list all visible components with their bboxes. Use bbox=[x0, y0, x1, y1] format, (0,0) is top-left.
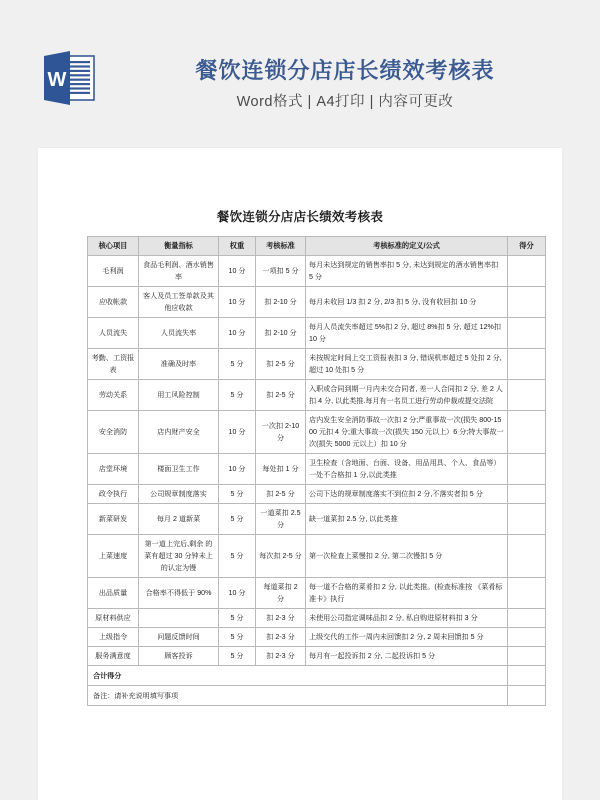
row-standard: 一次扣 2-10 分 bbox=[256, 411, 306, 454]
row-definition: 缺一道菜扣 2.5 分, 以此类推 bbox=[306, 504, 508, 535]
document-title: 餐饮连锁分店店长绩效考核表 bbox=[216, 210, 384, 224]
row-score[interactable] bbox=[508, 380, 546, 411]
column-header-score: 得分 bbox=[508, 237, 546, 256]
row-weight: 5 分 bbox=[219, 349, 256, 380]
row-score[interactable] bbox=[508, 609, 546, 628]
row-item: 政令执行 bbox=[88, 485, 139, 504]
row-weight: 10 分 bbox=[219, 256, 256, 287]
row-definition: 第一次检查上菜慢扣 2 分, 第二次慢扣 5 分 bbox=[306, 535, 508, 578]
row-weight: 10 分 bbox=[219, 287, 256, 318]
column-header-metric: 衡量指标 bbox=[139, 237, 219, 256]
banner-subtitle: Word格式 | A4打印 | 内容可更改 bbox=[236, 94, 454, 110]
row-metric: 问题反馈时间 bbox=[139, 628, 219, 647]
row-standard: 每次扣 2-5 分 bbox=[256, 535, 306, 578]
row-item: 劳动关系 bbox=[88, 380, 139, 411]
row-definition: 每月有一起投诉扣 2 分, 二起投诉扣 5 分 bbox=[306, 647, 508, 666]
row-metric: 第一道上完后,剩余 的菜有超过 30 分钟未上的认定为慢 bbox=[139, 535, 219, 578]
row-definition: 每月人员流失率超过 5%扣 2 分, 超过 8%扣 5 分, 超过 12%扣 10 分 bbox=[306, 318, 508, 349]
row-weight: 10 分 bbox=[219, 578, 256, 609]
table-row bbox=[88, 535, 546, 578]
row-weight: 5 分 bbox=[219, 535, 256, 578]
row-score[interactable] bbox=[508, 454, 546, 485]
row-score[interactable] bbox=[508, 535, 546, 578]
table-row bbox=[88, 318, 546, 349]
row-item: 上菜速度 bbox=[88, 535, 139, 578]
row-metric: 人员流失率 bbox=[139, 318, 219, 349]
row-score[interactable] bbox=[508, 411, 546, 454]
row-weight: 10 分 bbox=[219, 454, 256, 485]
total-score-value[interactable] bbox=[508, 666, 546, 686]
document-page bbox=[38, 148, 562, 800]
row-standard: 一项扣 5 分 bbox=[256, 256, 306, 287]
row-score[interactable] bbox=[508, 318, 546, 349]
row-weight: 5 分 bbox=[219, 647, 256, 666]
row-score[interactable] bbox=[508, 504, 546, 535]
table-row bbox=[88, 628, 546, 647]
row-weight: 5 分 bbox=[219, 380, 256, 411]
table-row bbox=[88, 609, 546, 628]
row-score[interactable] bbox=[508, 578, 546, 609]
table-row bbox=[88, 647, 546, 666]
row-score[interactable] bbox=[508, 647, 546, 666]
table-row bbox=[88, 411, 546, 454]
row-definition: 上级交代的工作一周内未回馈扣 2 分, 2 周未回馈扣 5 分 bbox=[306, 628, 508, 647]
table-row bbox=[88, 485, 546, 504]
row-weight: 10 分 bbox=[219, 318, 256, 349]
row-standard: 扣 2-3 分 bbox=[256, 628, 306, 647]
row-metric: 准确及时率 bbox=[139, 349, 219, 380]
row-item: 安全消防 bbox=[88, 411, 139, 454]
row-item: 原材料供应 bbox=[88, 609, 139, 628]
row-standard: 扣 2-3 分 bbox=[256, 609, 306, 628]
row-weight: 5 分 bbox=[219, 628, 256, 647]
row-item: 应收帐款 bbox=[88, 287, 139, 318]
row-metric: 店内财产安全 bbox=[139, 411, 219, 454]
row-standard: 扣 2-10 分 bbox=[256, 318, 306, 349]
page-banner bbox=[0, 0, 600, 148]
row-weight: 5 分 bbox=[219, 485, 256, 504]
table-row bbox=[88, 256, 546, 287]
row-weight: 5 分 bbox=[219, 504, 256, 535]
row-score[interactable] bbox=[508, 485, 546, 504]
row-item: 考勤、工资报表 bbox=[88, 349, 139, 380]
table-body bbox=[88, 256, 546, 706]
row-standard: 扣 2-3 分 bbox=[256, 647, 306, 666]
row-score[interactable] bbox=[508, 256, 546, 287]
row-metric: 食品毛利润、酒水销售率 bbox=[139, 256, 219, 287]
row-metric: 客人及员工签单款及其他应收款 bbox=[139, 287, 219, 318]
row-definition: 店内发生安全消防事故一次扣 2 分;严重事故一次(损失 800-1500 元扣 4 分;重大事故一次(损失 150 元以上）6 分;特大事故一次(损失 5000 元以上）扣 10 分 bbox=[306, 411, 508, 454]
row-standard: 扣 2-5 分 bbox=[256, 349, 306, 380]
row-metric: 公司规章制度落实 bbox=[139, 485, 219, 504]
note-score-cell[interactable] bbox=[508, 686, 546, 706]
table-row bbox=[88, 578, 546, 609]
table-row bbox=[88, 349, 546, 380]
row-item: 毛利润 bbox=[88, 256, 139, 287]
row-score[interactable] bbox=[508, 287, 546, 318]
total-score-row bbox=[88, 666, 546, 686]
column-header-standard: 考核标准 bbox=[256, 237, 306, 256]
banner-title: 餐饮连锁分店店长绩效考核表 bbox=[195, 58, 495, 83]
row-definition: 卫生检查（含地面、台面、设备、用品用具、个人、食品等）一处不合格扣 1 分,以此类推 bbox=[306, 454, 508, 485]
row-standard: 扣 2-10 分 bbox=[256, 287, 306, 318]
row-definition: 入职或合同到期一月内未交合同者, 差一人合同扣 2 分, 差 2 人扣 4 分, 以此类推.每月有一名员工进行劳动仲裁或提交法院 bbox=[306, 380, 508, 411]
table-row bbox=[88, 454, 546, 485]
row-metric bbox=[139, 609, 219, 628]
row-item: 人员流失 bbox=[88, 318, 139, 349]
row-item: 上级指令 bbox=[88, 628, 139, 647]
word-document-icon bbox=[41, 50, 97, 108]
row-score[interactable] bbox=[508, 349, 546, 380]
row-item: 服务满意度 bbox=[88, 647, 139, 666]
svg-text:W: W bbox=[47, 69, 67, 91]
column-header-item: 核心项目 bbox=[88, 237, 139, 256]
row-standard: 每道菜扣 2 分 bbox=[256, 578, 306, 609]
column-header-weight: 权重 bbox=[219, 237, 256, 256]
column-header-definition: 考核标准的定义/公式 bbox=[306, 237, 508, 256]
table-row bbox=[88, 287, 546, 318]
row-definition: 每一道不合格的菜肴扣 2 分, 以此类推。(检查标准按 《菜肴标准卡》执行 bbox=[306, 578, 508, 609]
total-score-label: 合计得分 bbox=[88, 666, 508, 686]
row-definition: 未使用公司指定调味品扣 2 分, 私自购进原材料扣 3 分 bbox=[306, 609, 508, 628]
table-header-row bbox=[88, 237, 546, 256]
row-item: 店堂环境 bbox=[88, 454, 139, 485]
row-metric: 楼面卫生工作 bbox=[139, 454, 219, 485]
row-weight: 5 分 bbox=[219, 609, 256, 628]
row-item: 出品质量 bbox=[88, 578, 139, 609]
row-standard: 一道菜扣 2.5 分 bbox=[256, 504, 306, 535]
row-metric: 每月 2 道新菜 bbox=[139, 504, 219, 535]
row-score[interactable] bbox=[508, 628, 546, 647]
assessment-table bbox=[87, 236, 546, 706]
row-definition: 未按规定时间上交工资报表扣 3 分, 错误机率超过 5 处扣 2 分, 超过 10 处扣 5 分 bbox=[306, 349, 508, 380]
assessment-table-wrapper bbox=[87, 236, 545, 706]
row-standard: 扣 2-5 分 bbox=[256, 380, 306, 411]
row-item: 新菜研发 bbox=[88, 504, 139, 535]
row-definition: 每月未收回 1/3 扣 2 分, 2/3 扣 5 分, 没有收回扣 10 分 bbox=[306, 287, 508, 318]
table-row bbox=[88, 504, 546, 535]
row-standard: 扣 2-5 分 bbox=[256, 485, 306, 504]
row-standard: 每处扣 1 分 bbox=[256, 454, 306, 485]
row-weight: 10 分 bbox=[219, 411, 256, 454]
note-label: 备注：请补充说明填写事项 bbox=[88, 686, 508, 706]
note-row bbox=[88, 686, 546, 706]
row-metric: 顾客投诉 bbox=[139, 647, 219, 666]
table-row bbox=[88, 380, 546, 411]
row-definition: 每月未达到规定的销售率扣 5 分, 未达到规定的酒水销售率扣 5 分 bbox=[306, 256, 508, 287]
row-definition: 公司下达的规章制度落实不到位扣 2 分,不落实者扣 5 分 bbox=[306, 485, 508, 504]
row-metric: 合格率不得低于 90% bbox=[139, 578, 219, 609]
row-metric: 用工风险控制 bbox=[139, 380, 219, 411]
